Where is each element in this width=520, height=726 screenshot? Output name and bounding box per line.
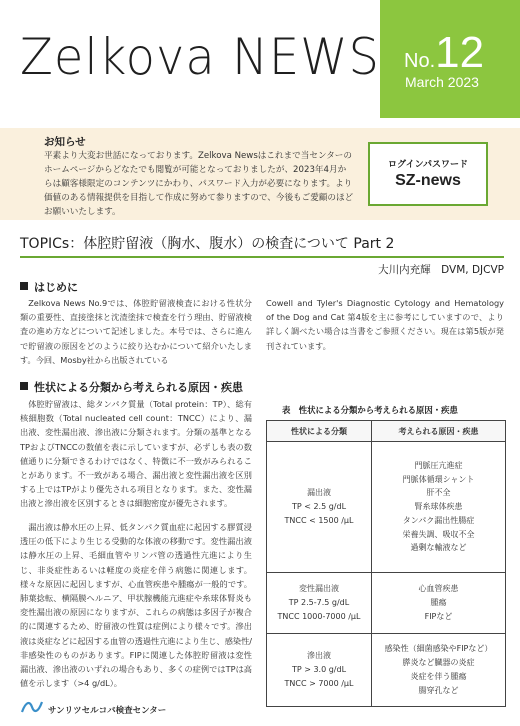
fluid-type: 漏出液 bbox=[307, 488, 331, 498]
section2-heading-text: 性状による分類から考えられる原因・疾患 bbox=[34, 381, 243, 394]
fluid-type: 滲出液 bbox=[307, 651, 331, 661]
cause-item: 心血管疾患 bbox=[418, 584, 459, 594]
footer-organization: サンリツセルコバ検査センター bbox=[48, 706, 167, 716]
cause-item: 門脈体循環シャント bbox=[402, 474, 475, 484]
cause-item: 腫瘍 bbox=[430, 598, 447, 608]
intro-paragraph-1: Zelkova News No.9では、体腔貯留液検査における性状分類の重要性、直接塗抹と沈渣塗抹で検査を行う理由、貯留液検査の進め方などについて記述しました。本号では、さらに進んで貯留液の原因をどのように絞り込むかについて紹介いたします。今回、Mosby社から出版されている bbox=[20, 298, 252, 365]
table-cell-causes bbox=[372, 442, 506, 573]
bullet-square-icon bbox=[20, 282, 28, 290]
company-logo-icon bbox=[20, 699, 44, 715]
cause-item: FIPなど bbox=[424, 611, 453, 621]
fluid-tncc: TNCC < 1500 /μL bbox=[284, 515, 354, 525]
table-header-row bbox=[267, 421, 506, 442]
login-password-label: ログインパスワード bbox=[388, 160, 468, 170]
notice-title: お知らせ bbox=[44, 136, 86, 148]
cause-item: 過剰な輸液など bbox=[410, 543, 467, 553]
notice-body: 平素より大変お世話になっております。Zelkova Newsはこれまで当センターのホームページからどなたでも閲覧が可能となっておりましたが、2023年4月からは顧客様限定のコンテンツにかわり、パスワード入力が必要になります。より価値のある情報提供を目指して作成に努めて参りますので、今後もご愛顧のほどお願いいたします。 bbox=[44, 151, 354, 217]
fluid-tp: TP > 3.0 g/dL bbox=[291, 665, 347, 675]
table-cell-causes bbox=[372, 573, 506, 634]
title-divider bbox=[20, 256, 504, 258]
table-caption: 表 性状による分類から考えられる原因・疾患 bbox=[282, 405, 458, 415]
table-header-classification: 性状による分類 bbox=[267, 421, 372, 442]
issue-number-value: 12 bbox=[435, 28, 485, 77]
table-cell-causes bbox=[372, 634, 506, 707]
table-row-transudate bbox=[267, 442, 506, 573]
intro-paragraph-2: Cowell and Tyler's Diagnostic Cytology and Hematology of the Dog and Cat 第4版を主に参考にしていますので、より詳しく調べたい場合は当書をご参照ください。現在は第5版が発刊されています。 bbox=[266, 298, 504, 351]
cause-item: 膵炎など臓器の炎症 bbox=[402, 658, 475, 668]
cause-item: 門脈圧亢進症 bbox=[414, 460, 463, 470]
issue-number bbox=[404, 28, 484, 78]
intro-heading-text: はじめに bbox=[34, 281, 78, 294]
cause-item: 腎糸球体疾患 bbox=[414, 502, 463, 512]
table-row-exudate bbox=[267, 634, 506, 707]
table-header-causes: 考えられる原因・疾患 bbox=[372, 421, 506, 442]
newsletter-title: Zelkova NEWS bbox=[20, 28, 380, 86]
cause-item: 栄養失調、吸収不全 bbox=[402, 529, 475, 539]
section2-heading bbox=[20, 379, 243, 395]
article-title: TOPICs：体腔貯留液（胸水、腹水）の検査について Part 2 bbox=[20, 236, 395, 252]
intro-heading bbox=[20, 279, 78, 295]
fluid-tp: TP 2.5-7.5 g/dL bbox=[288, 598, 350, 608]
fluid-tp: TP < 2.5 g/dL bbox=[291, 502, 347, 512]
cause-item: タンパク漏出性腸症 bbox=[402, 515, 475, 525]
section2-paragraph-1: 体腔貯留液は、総タンパク質量（Total protein：TP）、総有核細胞数（Total nucleated cell count：TNCC）により、漏出液、変性漏出液、滲出液に分類されます。分類の基準となるTPおよびTNCCの数値を表に示していますが、必ずしも表の数値通りに分類できるわけではなく、特徴に不一致がみられることがあります。不一致がある場合、漏出液と変性漏出液を区別する上ではTPがより優先される項目となります。また、変性漏出液と滲出液を区別するときは細胞密度が優先されます。 bbox=[20, 399, 252, 509]
fluid-tncc: TNCC 1000-7000 /μL bbox=[277, 611, 361, 621]
article-author: 大川内充輝 DVM, DJCVP bbox=[378, 264, 504, 276]
table-cell-classification bbox=[267, 634, 372, 707]
bullet-square-icon bbox=[20, 382, 28, 390]
fluid-type: 変性漏出液 bbox=[299, 584, 339, 594]
cause-item: 肝不全 bbox=[426, 488, 451, 498]
section2-paragraph-2: 漏出液は静水圧の上昇、低タンパク質血症に起因する膠質浸透圧の低下により生じる受動的な体液の移動です。変性漏出液は静水圧の上昇、毛細血管やリンパ管の透過性亢進により生じ、非炎症性あるいは軽度の炎症を伴う病態に関連します。様々な原因に起因しますが、心血管疾患や腫瘍が一般的です。肺葉捻転、横隔膜ヘルニア、甲状腺機能亢進症や糸球体腎炎も変性漏出液の原因になりますが、これらの病態は多因子が複合的に関連するため、貯留液の性質は症例により様々です。滲出液は炎症などに起因する血管の透過性亢進により生じ、感染性/非感染性のものがあります。FIPに関連した体腔貯留液は変性漏出液、滲出液のいずれの場合もあり、多くの症例ではTPは高値を示します（>4 g/dL）。 bbox=[20, 522, 253, 689]
cause-item: 腸穿孔など bbox=[418, 685, 459, 695]
issue-label: No. bbox=[404, 50, 436, 72]
table-cell-classification bbox=[267, 573, 372, 634]
cause-item: 炎症を伴う腫瘍 bbox=[410, 672, 467, 681]
table-cell-classification bbox=[267, 442, 372, 573]
login-password-value: SZ-news bbox=[395, 172, 461, 189]
classification-table bbox=[266, 420, 506, 707]
issue-date: March 2023 bbox=[405, 74, 479, 90]
fluid-tncc: TNCC > 7000 /μL bbox=[284, 678, 354, 688]
table-row-modified-transudate bbox=[267, 573, 506, 634]
cause-item: 感染性（細菌感染やFIPなど） bbox=[384, 644, 493, 654]
